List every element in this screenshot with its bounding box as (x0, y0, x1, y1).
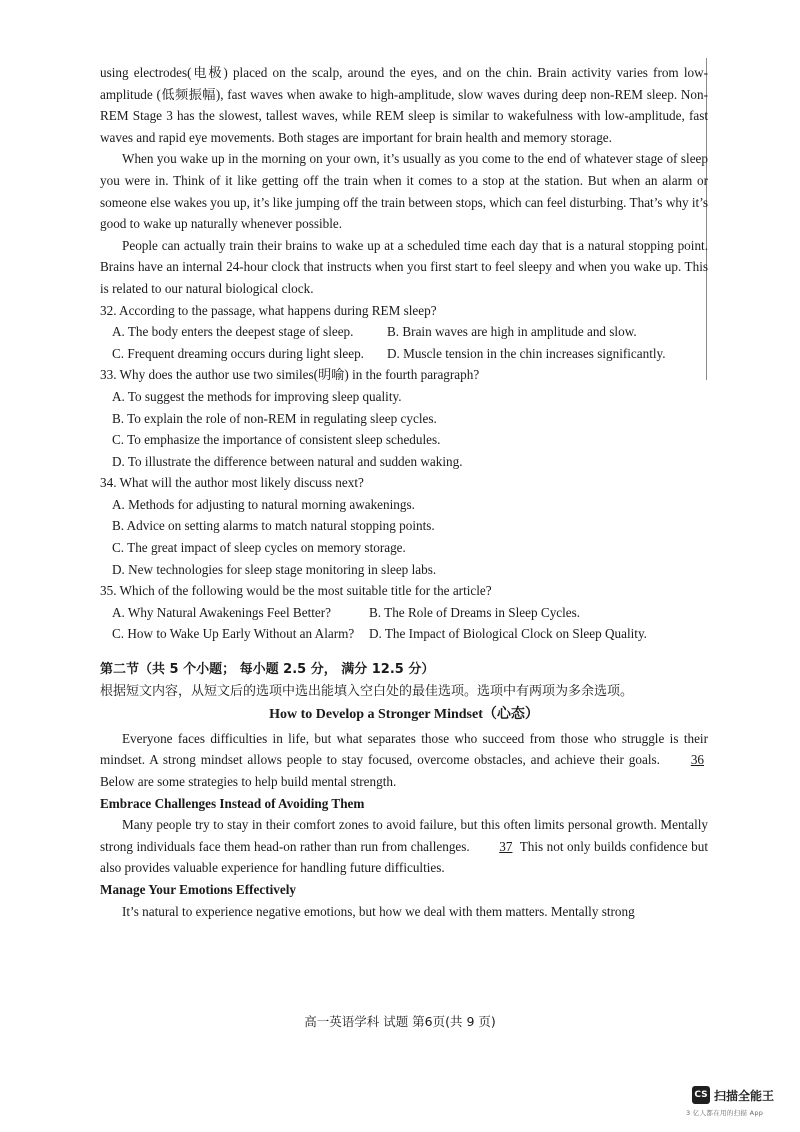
section-2-instruction: 根据短文内容，从短文后的选项中选出能填入空白处的最佳选项。选项中有两项为多余选项。 (100, 683, 634, 699)
subheading-embrace-challenges: Embrace Challenges Instead of Avoiding Them (100, 795, 365, 811)
question-35-option-d: D. The Impact of Biological Clock on Sleep Quality. (369, 626, 647, 642)
article-paragraph-1-text: Everyone faces difficulties in life, but what separates those who succeed from those who struggle is their mindset. A strong mindset allows people to stay focused, overcome obstacles, and achieve their goals. (100, 730, 708, 768)
scanner-tagline: 3 亿人都在用的扫描 App (686, 1109, 764, 1117)
exam-page (100, 62, 708, 922)
article-paragraph-1-tail: Below are some strategies to help build mental strength. (100, 774, 397, 789)
question-35 (100, 580, 708, 645)
passage-paragraph-1: using electrodes(电极) placed on the scalp, around the eyes, and on the chin. Brain activity varies from low-amplitude (低频振幅), fast waves when awake to high-amplitude, slow waves during deep non-REM sleep. Non-REM Stage 3 has the slowest, tallest waves, while REM sleep is similar to wakefulness with low-amplitude, fast waves and rapid eye movements. Both stages are important for brain health and memory storage. (100, 65, 708, 145)
question-32-option-a: A. The body enters the deepest stage of sleep. (112, 324, 354, 340)
article-paragraph-1 (100, 728, 708, 793)
question-35-option-a: A. Why Natural Awakenings Feel Better? (112, 604, 332, 620)
scanner-app-name: 扫描全能王 (714, 1088, 775, 1103)
subheading-manage-emotions: Manage Your Emotions Effectively (100, 881, 296, 897)
article-paragraph-2-text: Many people try to stay in their comfort zones to avoid failure, but this often limits personal growth. Mentally strong individuals face them head-on rather than run from challenges. (100, 817, 708, 854)
blank-37: 37 (499, 838, 513, 854)
question-34-option-c: C. The great impact of sleep cycles on memory storage. (112, 540, 406, 556)
question-32-option-d: D. Muscle tension in the chin increases significantly. (387, 345, 666, 361)
question-33-option-b: B. To explain the role of non-REM in regulating sleep cycles. (112, 410, 437, 426)
blank-36: 36 (690, 752, 704, 768)
question-33 (100, 364, 708, 472)
article-paragraph-3: It’s natural to experience negative emotions, but how we deal with them matters. Mentally strong (122, 903, 635, 919)
question-32-option-b: B. Brain waves are high in amplitude and slow. (387, 324, 637, 340)
question-33-option-d: D. To illustrate the difference between natural and sudden waking. (112, 453, 463, 469)
scanner-watermark (692, 1086, 774, 1104)
article-paragraph-2-tail: This not only builds confidence but also provides valuable experience for handling future difficulties. (100, 838, 709, 876)
section-2-heading: 第二节（共 5 个小题； 每小题 2.5 分， 满分 12.5 分） (100, 662, 435, 678)
question-34-option-d: D. New technologies for sleep stage monitoring in sleep labs. (112, 561, 437, 577)
question-32-stem: 32. According to the passage, what happens during REM sleep? (100, 302, 437, 318)
question-34-option-a: A. Methods for adjusting to natural morning awakenings. (112, 496, 415, 512)
question-33-stem: 33. Why does the author use two similes(明喻) in the fourth paragraph? (100, 367, 480, 383)
passage-paragraph-2: When you wake up in the morning on your own, it’s usually as you come to the end of whatever stage of sleep you were in. Think of it like getting off the train when it comes to a stop at the station. But when an alarm or someone else wakes you up, it’s like jumping off the train between stops, which can feel disturbing. That’s why it’s good to wake up naturally whenever possible. (100, 151, 708, 232)
question-34-stem: 34. What will the author most likely discuss next? (100, 475, 364, 491)
article-title: How to Develop a Stronger Mindset（心态） (269, 707, 539, 723)
question-32-option-c: C. Frequent dreaming occurs during light sleep. (112, 345, 364, 361)
passage-paragraph-3: People can actually train their brains to wake up at a scheduled time each day that is a natural stopping point. Brains have an internal 24-hour clock that instructs when you first start to feel sleepy and when you wake up. This is related to our natural biological clock. (100, 237, 708, 296)
camscanner-logo-icon: CS (692, 1086, 710, 1104)
question-35-stem: 35. Which of the following would be the most suitable title for the article? (100, 583, 492, 599)
question-33-option-c: C. To emphasize the importance of consistent sleep schedules. (112, 432, 441, 448)
article-paragraph-2 (100, 814, 708, 879)
question-33-option-a: A. To suggest the methods for improving sleep quality. (112, 388, 402, 404)
question-34 (100, 472, 708, 580)
page-footer: 高一英语学科 试题 第6页(共 9 页) (304, 1014, 496, 1029)
question-32 (100, 300, 708, 365)
question-34-option-b: B. Advice on setting alarms to match natural stopping points. (112, 518, 435, 534)
question-35-option-b: B. The Role of Dreams in Sleep Cycles. (369, 604, 581, 620)
question-35-option-c: C. How to Wake Up Early Without an Alarm? (112, 626, 355, 642)
